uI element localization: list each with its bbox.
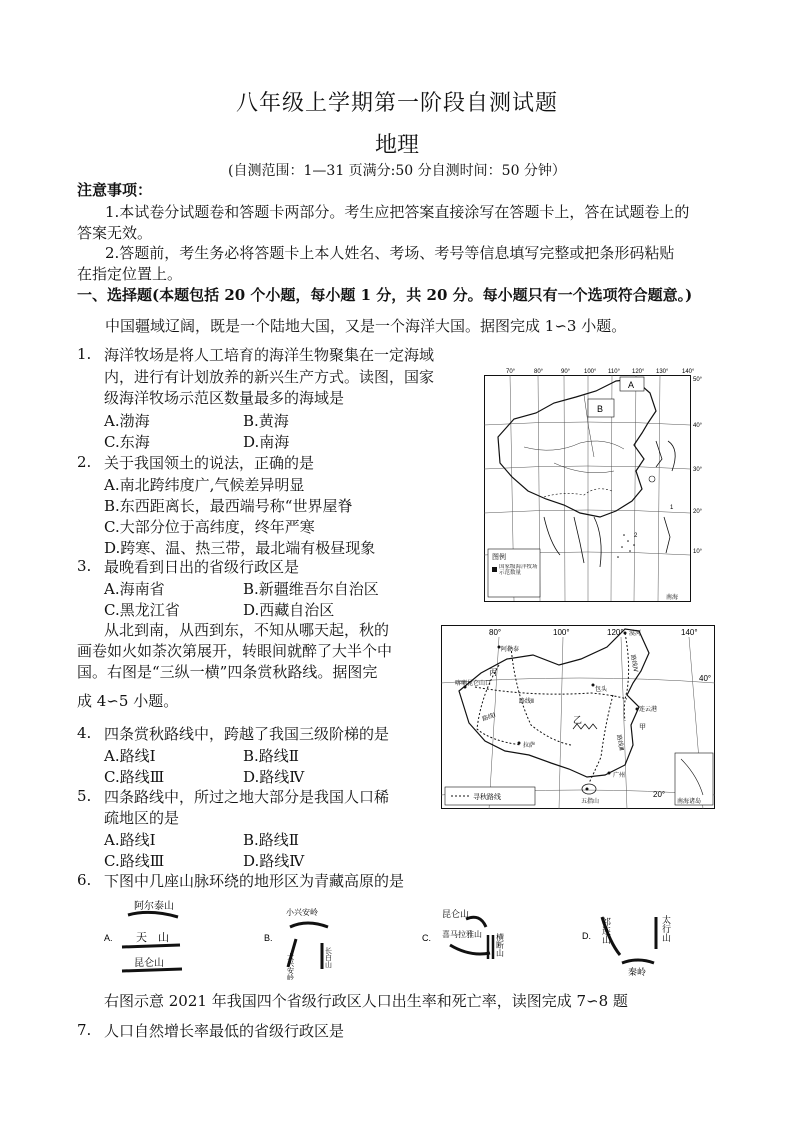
q6-a-letter: A.	[104, 933, 113, 943]
q4-option-d[interactable]: D.路线Ⅳ	[243, 768, 305, 786]
lon-label: 80°	[489, 628, 502, 637]
map-ocean-ranch	[484, 367, 710, 603]
lon-label: 100°	[584, 369, 597, 375]
map1-inset-label: 南海	[666, 595, 679, 601]
q2-option-c[interactable]: C.大部分位于高纬度，终年严寒	[104, 518, 315, 536]
lon-label: 90°	[561, 369, 571, 375]
q4-option-c[interactable]: C.路线Ⅲ	[104, 768, 165, 786]
q4-option-a[interactable]: A.路线Ⅰ	[104, 747, 156, 765]
q2-option-a[interactable]: A.南北跨纬度广,气候差异明显	[104, 476, 305, 494]
city-label: 五指山	[581, 799, 600, 805]
q4-stem: 四条赏秋路线中，跨越了我国三级阶梯的是	[104, 725, 390, 743]
q6-d-letter: D.	[582, 931, 591, 941]
q2-number: 2.	[77, 453, 92, 471]
lon-label: 140°	[681, 628, 698, 637]
section-intro: 中国疆域辽阔，既是一个陆地大国，又是一个海洋大国。据图完成 1∽3 小题。	[105, 317, 627, 335]
intro2-line3: 国。右图是“三纵一横”四条赏秋路线。据图完	[77, 663, 378, 681]
map-autumn-routes	[441, 625, 715, 809]
q5-line2: 疏地区的是	[104, 809, 180, 827]
q6-c-mountain-3: 横断山	[495, 933, 505, 957]
city-label: 拉萨	[523, 743, 536, 749]
q6-option-b-diagram[interactable]	[262, 905, 352, 980]
q7-number: 7.	[77, 1021, 92, 1039]
map1-sea-1: 1	[670, 505, 674, 511]
q6-b-mountain-2: 大兴安岭	[286, 953, 294, 980]
q5-option-b[interactable]: B.路线Ⅱ	[243, 831, 299, 849]
lon-label: 70°	[506, 369, 516, 375]
lat-label: 10°	[693, 549, 703, 555]
exam-subject: 地理	[374, 133, 419, 158]
q3-stem: 最晚看到日出的省级行政区是	[104, 558, 300, 576]
q6-option-a-diagram[interactable]	[100, 895, 200, 977]
q6-d-mountain-1: 祁连山	[601, 917, 611, 944]
q5-number: 5.	[77, 787, 92, 805]
section-heading: 一、选择题(本题包括 20 个小题，每小题 1 分，共 20 分。每小题只有一个选项符合题意。)	[77, 286, 693, 304]
notice-item2-line1: 2.答题前，考生务必将答题卡上本人姓名、考场、考号等信息填写完整或把条形码粘贴	[105, 244, 675, 262]
q1-option-a[interactable]: A.渤海	[104, 412, 150, 430]
q1-number: 1.	[77, 345, 92, 363]
intro2-line4: 成 4∽5 小题。	[77, 692, 179, 710]
q6-c-letter: C.	[422, 933, 431, 943]
exam-title: 八年级上学期第一阶段自测试题	[235, 91, 558, 116]
q2-option-d[interactable]: D.跨寒、温、热三带，最北端有极昼现象	[104, 539, 376, 557]
city-label: 喀喇昆仑山口	[455, 681, 492, 687]
map1-legend-title: 图例	[492, 554, 506, 561]
q3-option-b[interactable]: B.新疆维吾尔自治区	[243, 580, 379, 598]
lon-label: 110°	[608, 369, 620, 375]
notice-item1-line2: 答案无效。	[77, 224, 153, 242]
region-label: 乙	[573, 715, 583, 725]
q6-c-mountain-1: 昆仑山	[442, 909, 470, 919]
q2-stem: 关于我国领土的说法，正确的是	[104, 454, 315, 472]
q4-option-b[interactable]: B.路线Ⅱ	[243, 747, 299, 765]
q3-option-c[interactable]: C.黑龙江省	[104, 601, 180, 619]
q1-option-b[interactable]: B.黄海	[243, 412, 289, 430]
region-label: 甲	[639, 724, 646, 731]
notice-item1-line1: 1.本试卷分试题卷和答题卡两部分。考生应把答案直接涂写在答题卡上，答在试题卷上的	[105, 203, 690, 221]
lon-label: 140°	[682, 369, 695, 375]
lat-label: 40°	[693, 423, 703, 429]
q1-line1: 海洋牧场是将人工培育的海洋生物聚集在一定海域	[104, 346, 435, 364]
q6-b-mountain-1: 小兴安岭	[286, 908, 318, 917]
city-label: 包头	[595, 687, 608, 693]
q1-line2: 内，进行有计划放养的新兴生产方式。读图，国家	[104, 368, 435, 386]
lon-label: 80°	[534, 369, 544, 375]
map1-region-a: A	[628, 380, 635, 390]
q6-b-mountain-3: 长白山	[324, 947, 332, 968]
route-label: 路线Ⅳ	[629, 654, 638, 673]
q6-number: 6.	[77, 871, 92, 889]
route-label: 路线Ⅱ	[519, 699, 534, 705]
q6-a-mountain-3: 昆仑山	[134, 958, 164, 969]
map1-sea-2: 2	[634, 533, 638, 539]
lon-label: 100°	[553, 628, 570, 637]
lat-label: 20°	[693, 509, 703, 515]
q6-option-c-diagram[interactable]	[420, 903, 520, 983]
city-label: 阿勒泰	[501, 647, 520, 653]
q3-option-a[interactable]: A.海南省	[104, 580, 165, 598]
q3-option-d[interactable]: D.西藏自治区	[243, 601, 335, 619]
q5-option-d[interactable]: D.路线Ⅳ	[243, 852, 305, 870]
q1-option-d[interactable]: D.南海	[243, 433, 290, 451]
intro2-line1: 从北到南，从西到东，不知从哪天起，秋的	[104, 621, 390, 639]
notice-heading: 注意事项：	[77, 181, 153, 199]
legend-marker-icon	[492, 567, 497, 572]
map2-legend-text: 寻秋路线	[473, 794, 501, 801]
lon-label: 120°	[632, 369, 645, 375]
q6-option-d-diagram[interactable]	[580, 903, 684, 981]
q5-option-a[interactable]: A.路线Ⅰ	[104, 831, 156, 849]
route-label: 路线Ⅲ	[615, 734, 624, 752]
intro2-line2: 画卷如火如荼次第展开，转眼间就醉了大半个中	[77, 642, 393, 660]
q5-line1: 四条路线中，所过之地大部分是我国人口稀	[104, 788, 390, 806]
q6-stem: 下图中几座山脉环绕的地形区为青藏高原的是	[104, 872, 405, 890]
q6-a-mountain-2: 天 山	[136, 932, 169, 944]
lat-label: 40°	[699, 674, 712, 683]
map1-region-b: B	[597, 404, 604, 414]
map1-legend-text: 国家级海洋牧场示范数量	[499, 564, 538, 576]
q6-d-mountain-2: 太行山	[661, 915, 671, 942]
intro3: 右图示意 2021 年我国四个省级行政区人口出生率和死亡率，读图完成 7∽8 题	[104, 992, 628, 1010]
q1-option-c[interactable]: C.东海	[104, 433, 150, 451]
city-label: 广州	[613, 773, 626, 779]
lon-label: 130°	[656, 369, 669, 375]
route-label: 路线Ⅰ	[481, 712, 497, 723]
lat-label: 30°	[693, 467, 703, 473]
q6-b-letter: B.	[264, 933, 273, 943]
q7-stem: 人口自然增长率最低的省级行政区是	[104, 1022, 345, 1040]
city-label: 连云港	[639, 707, 658, 713]
lon-label: 120°	[607, 628, 624, 637]
q6-c-mountain-2: 喜马拉雅山	[442, 930, 482, 939]
q4-number: 4.	[77, 724, 92, 742]
map2-inset-label: 南海诸岛	[677, 799, 702, 805]
q2-option-b[interactable]: B.东西距离长，最西端号称“世界屋脊	[104, 497, 353, 515]
lat-label: 20°	[653, 790, 666, 799]
lat-label: 50°	[693, 377, 703, 383]
q5-option-c[interactable]: C.路线Ⅲ	[104, 852, 165, 870]
region-label: 丙	[489, 668, 497, 677]
notice-item2-line2: 在指定位置上。	[77, 265, 183, 283]
q3-number: 3.	[77, 557, 92, 575]
q1-line3: 级海洋牧场示范区数量最多的海域是	[104, 389, 345, 407]
q6-d-mountain-3: 秦岭	[628, 967, 647, 977]
city-label: 漠河	[629, 631, 642, 637]
q6-a-mountain-1: 阿尔泰山	[134, 901, 174, 912]
exam-range: (自测范围：1—31 页满分:50 分自测时间：50 分钟）	[228, 163, 566, 179]
